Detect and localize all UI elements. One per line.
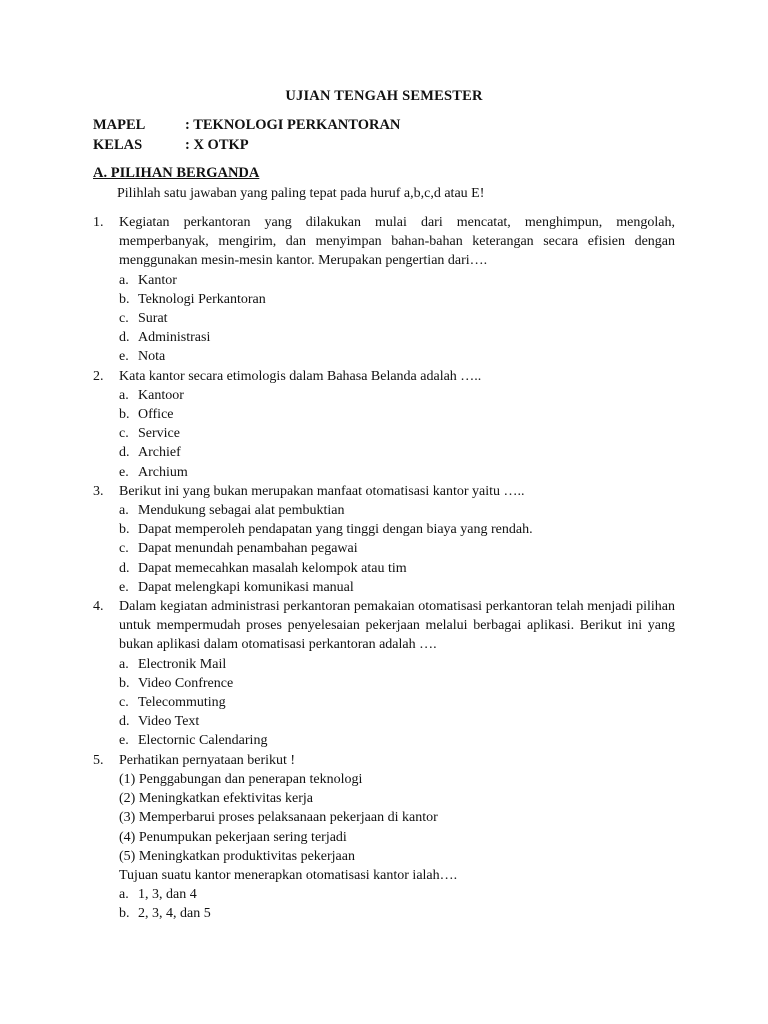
- option-text: Surat: [138, 311, 168, 327]
- question-statement: (3) Memperbarui proses pelaksanaan pekerjaan di kantor: [119, 810, 438, 826]
- section-instruction: Pilihlah satu jawaban yang paling tepat pada huruf a,b,c,d atau E!: [117, 186, 485, 201]
- question-number: 5.: [93, 752, 104, 768]
- meta-value: : TEKNOLOGI PERKANTORAN: [185, 117, 401, 133]
- option-letter: a.: [119, 387, 129, 403]
- option-text: Dapat melengkapi komunikasi manual: [138, 579, 354, 595]
- question-text: Kegiatan perkantoran yang dilakukan mulai dari mencatat, menghimpun, mengolah, memperbanyak, mengirim, dan menyimpan bahan-bahan keterangan secara efisien dengan menggunakan mesin-mesin kantor. Merupakan pengertian dari….: [119, 215, 675, 269]
- option-text: Dapat memperoleh pendapatan yang tinggi dengan biaya yang rendah.: [138, 522, 533, 538]
- question-item: [93, 751, 675, 924]
- option-text: Kantor: [138, 272, 177, 288]
- option-text: Mendukung sebagai alat pembuktian: [138, 503, 345, 519]
- option-text: Video Text: [138, 714, 200, 730]
- answer-option: [119, 290, 675, 309]
- option-text: Electronik Mail: [138, 656, 227, 672]
- option-letter: b.: [119, 675, 130, 691]
- option-text: Teknologi Perkantoran: [138, 291, 266, 307]
- option-letter: b.: [119, 906, 130, 922]
- option-text: Electornic Calendaring: [138, 733, 268, 749]
- section-title: A. PILIHAN BERGANDA: [93, 165, 260, 181]
- meta-row-class: [93, 136, 400, 156]
- question-list: [93, 213, 675, 924]
- question-body: [119, 751, 675, 924]
- question-text: Berikut ini yang bukan merupakan manfaat otomatisasi kantor yaitu …..: [119, 483, 525, 499]
- option-letter: e.: [119, 464, 129, 480]
- answer-option: [119, 693, 675, 712]
- option-letter: d.: [119, 445, 130, 461]
- meta-row-subject: [93, 116, 400, 136]
- option-text: 2, 3, 4, dan 5: [138, 906, 211, 922]
- answer-option: [119, 271, 675, 290]
- option-text: Video Confrence: [138, 675, 234, 691]
- answer-option: [119, 655, 675, 674]
- option-letter: c.: [119, 426, 129, 442]
- question-number: 2.: [93, 368, 104, 384]
- option-text: Service: [138, 426, 180, 442]
- option-letter: c.: [119, 541, 129, 557]
- answer-option: [119, 386, 675, 405]
- answer-option: [119, 309, 675, 328]
- answer-option: [119, 885, 675, 904]
- option-text: Administrasi: [138, 330, 211, 346]
- question-statement: (2) Meningkatkan efektivitas kerja: [119, 791, 313, 807]
- question-item: [93, 213, 675, 367]
- answer-option: [119, 347, 675, 366]
- answer-option: [119, 731, 675, 750]
- question-number: 1.: [93, 215, 104, 230]
- option-text: 1, 3, dan 4: [138, 887, 197, 903]
- question-prompt: Tujuan suatu kantor menerapkan otomatisasi kantor ialah….: [119, 867, 458, 883]
- option-letter: d.: [119, 330, 130, 346]
- exam-meta: [93, 116, 400, 156]
- option-letter: e.: [119, 349, 129, 365]
- question-item: [93, 367, 675, 482]
- answer-option: [119, 712, 675, 731]
- answer-option: [119, 501, 675, 520]
- answer-option: [119, 578, 675, 597]
- option-text: Archief: [138, 445, 181, 461]
- question-item: [93, 482, 675, 597]
- answer-option: [119, 539, 675, 558]
- answer-option: [119, 674, 675, 693]
- answer-option: [119, 463, 675, 482]
- option-letter: e.: [119, 579, 129, 595]
- option-letter: b.: [119, 522, 130, 538]
- option-letter: e.: [119, 733, 129, 749]
- option-text: Office: [138, 407, 174, 423]
- option-letter: c.: [119, 695, 129, 711]
- option-letter: d.: [119, 560, 130, 576]
- option-letter: d.: [119, 714, 130, 730]
- answer-option: [119, 559, 675, 578]
- question-statement: (1) Penggabungan dan penerapan teknologi: [119, 771, 363, 787]
- option-letter: a.: [119, 887, 129, 903]
- question-text: Kata kantor secara etimologis dalam Bahasa Belanda adalah …..: [119, 368, 482, 384]
- question-statement: (5) Meningkatkan produktivitas pekerjaan: [119, 848, 355, 864]
- question-statement: (4) Penumpukan pekerjaan sering terjadi: [119, 829, 347, 845]
- meta-key: MAPEL: [93, 117, 146, 133]
- option-text: Kantoor: [138, 387, 184, 403]
- option-letter: b.: [119, 291, 130, 307]
- option-text: Archium: [138, 464, 188, 480]
- option-text: Dapat memecahkan masalah kelompok atau tim: [138, 560, 407, 576]
- question-text: Dalam kegiatan administrasi perkantoran pemakaian otomatisasi perkantoran telah menjadi pilihan untuk mempermudah proses penyelesaian pekerjaan melalui berbagai aplikasi. Berikut ini yang bukan aplikasi dalam otomatisasi perkantoran adalah ….: [119, 599, 675, 653]
- answer-option: [119, 443, 675, 462]
- answer-option: [119, 328, 675, 347]
- question-text: Perhatikan pernyataan berikut !: [119, 752, 296, 768]
- option-letter: c.: [119, 311, 129, 327]
- exam-title: UJIAN TENGAH SEMESTER: [285, 88, 483, 104]
- answer-option: [119, 405, 675, 424]
- option-text: Telecommuting: [138, 695, 226, 711]
- question-number: 4.: [93, 599, 104, 615]
- answer-option: [119, 904, 675, 923]
- meta-key: KELAS: [93, 137, 143, 153]
- question-body: [119, 482, 675, 597]
- question-body: [119, 597, 675, 751]
- question-body: [119, 367, 675, 482]
- option-letter: a.: [119, 503, 129, 519]
- answer-option: [119, 424, 675, 443]
- answer-option: [119, 520, 675, 539]
- option-letter: a.: [119, 656, 129, 672]
- question-item: [93, 597, 675, 751]
- option-letter: b.: [119, 407, 130, 423]
- question-number: 3.: [93, 483, 104, 499]
- option-text: Dapat menundah penambahan pegawai: [138, 541, 358, 557]
- option-text: Nota: [138, 349, 166, 365]
- question-body: [119, 213, 675, 367]
- meta-value: : X OTKP: [185, 137, 249, 153]
- option-letter: a.: [119, 272, 129, 288]
